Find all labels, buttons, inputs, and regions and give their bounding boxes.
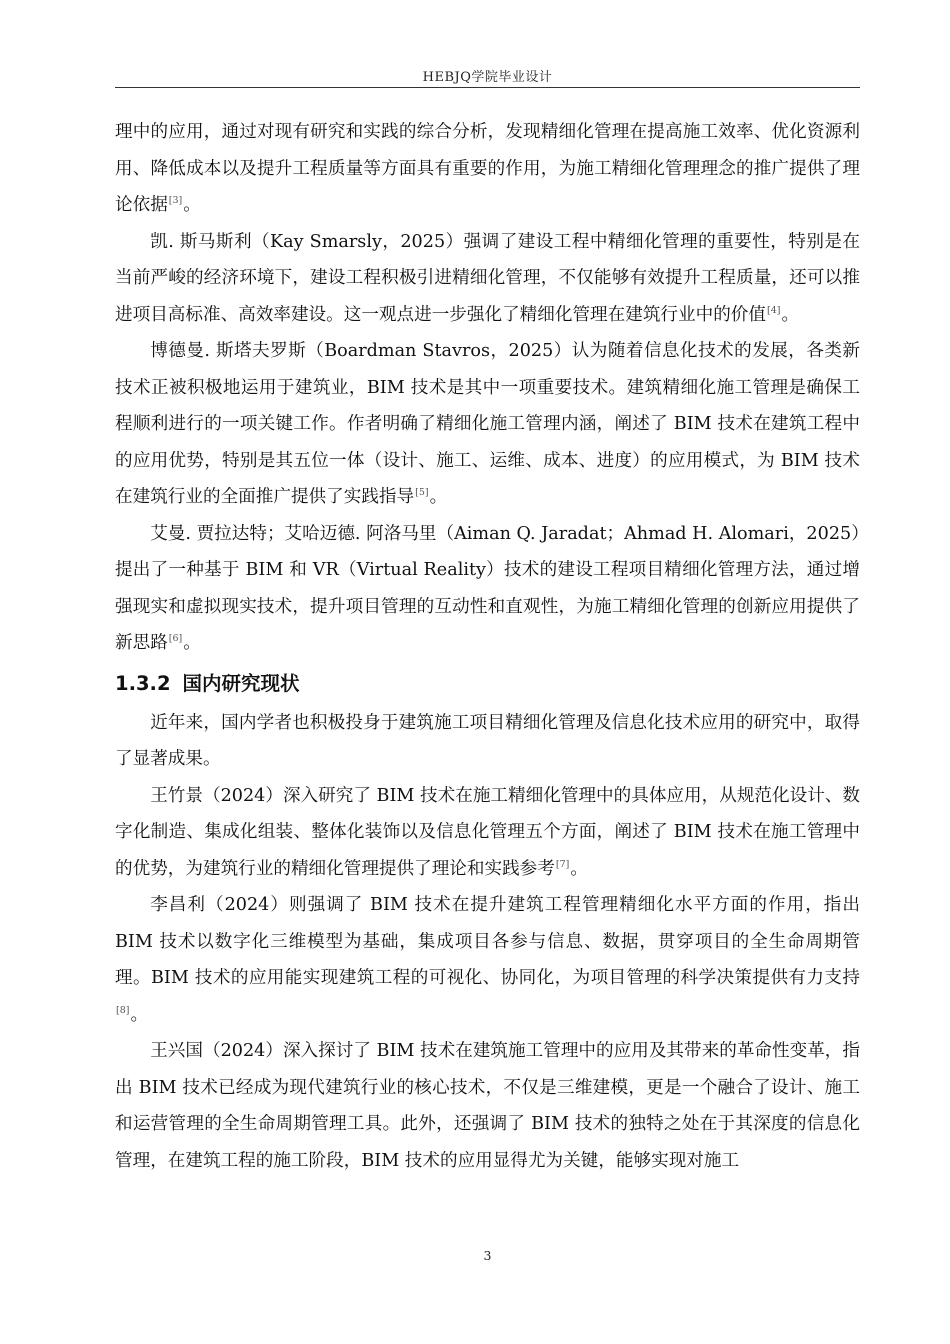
- paragraph: [115, 333, 860, 516]
- paragraph: [115, 778, 860, 888]
- page-number: 3: [483, 1248, 492, 1263]
- paragraph: [115, 887, 860, 1033]
- paragraph-text: 近年来，国内学者也积极投身于建筑施工项目精细化管理及信息化技术应用的研究中，取得了显著成果。: [115, 712, 860, 769]
- paragraph-text: 王兴国（2024）深入探讨了 BIM 技术在建筑施工管理中的应用及其带来的革命性变革，指出 BIM 技术已经成为现代建筑行业的核心技术，不仅是三维建模，更是一个融合了设计、施工和运营管理的全生命周期管理工具。此外，还强调了 BIM 技术的独特之处在于其深度的信息化管理，在建筑工程的施工阶段，BIM 技术的应用显得尤为关键，能够实现对施工: [115, 1041, 860, 1171]
- page-body: [115, 114, 860, 1179]
- section-title: 国内研究现状: [182, 671, 300, 695]
- citation-ref: [3]: [168, 195, 183, 207]
- paragraph-tail: 。: [183, 195, 201, 215]
- paragraph-text: 李昌利（2024）则强调了 BIM 技术在提升建筑工程管理精细化水平方面的作用，指出 BIM 技术以数字化三维模型为基础，集成项目各参与信息、数据，贯穿项目的全生命周期管理。BIM 技术的应用能实现建筑工程的可视化、协同化，为项目管理的科学决策提供有力支持: [115, 895, 860, 988]
- citation-ref: [7]: [555, 858, 570, 870]
- paragraph-tail: 。: [570, 858, 588, 879]
- paragraph-tail: 。: [183, 633, 201, 653]
- paragraph: [115, 516, 860, 662]
- paragraph: [115, 224, 860, 334]
- citation-ref: [8]: [116, 1004, 130, 1016]
- paragraph-text: 博德曼. 斯塔夫罗斯（Boardman Stavros，2025）认为随着信息化技术的发展，各类新技术正被积极地运用于建筑业，BIM 技术是其中一项重要技术。建筑精细化施工管理是确保工程顺利进行的一项关键工作。作者明确了精细化施工管理内涵，阐述了 BIM 技术在建筑工程中的应用优势，特别是其五位一体（设计、施工、运维、成本、进度）的应用模式，为 BIM 技术在建筑行业的全面推广提供了实践指导: [115, 341, 860, 507]
- header-rule: [115, 87, 860, 88]
- paragraph-tail: 。: [781, 304, 800, 325]
- citation-ref: [4]: [766, 304, 781, 316]
- paragraph-text: 理中的应用，通过对现有研究和实践的综合分析，发现精细化管理在提高施工效率、优化资源利用、降低成本以及提升工程质量等方面具有重要的作用，为施工精细化管理理念的推广提供了理论依据: [115, 122, 860, 215]
- citation-ref: [6]: [168, 633, 183, 645]
- paragraph-text: 艾曼. 贾拉达特；艾哈迈德. 阿洛马里（Aiman Q. Jaradat；Ahmad H. Alomari，2025）提出了一种基于 BIM 和 VR（Virtual Reality）技术的建设工程项目精细化管理方法，通过增强现实和虚拟现实技术，提升项目管理的互动性和直观性，为施工精细化管理的创新应用提供了新思路: [115, 523, 860, 653]
- paragraph: [115, 114, 860, 224]
- paragraph-text: 凯. 斯马斯利（Kay Smarsly，2025）强调了建设工程中精细化管理的重要性，特别是在当前严峻的经济环境下，建设工程积极引进精细化管理，不仅能够有效提升工程质量，还可以推进项目高标准、高效率建设。这一观点进一步强化了精细化管理在建筑行业中的价值: [115, 231, 860, 325]
- citation-ref: [5]: [415, 487, 429, 499]
- page-header: HEBJQ学院毕业设计: [422, 70, 553, 85]
- paragraph: [115, 1033, 860, 1179]
- paragraph-text: 王竹景（2024）深入研究了 BIM 技术在施工精细化管理中的具体应用，从规范化设计、数字化制造、集成化组装、整体化装饰以及信息化管理五个方面，阐述了 BIM 技术在施工管理中的优势，为建筑行业的精细化管理提供了理论和实践参考: [115, 785, 860, 879]
- paragraph: [115, 705, 860, 778]
- paragraph-tail: 。: [130, 1004, 149, 1025]
- paragraph-tail: 。: [429, 487, 448, 507]
- section-heading: [115, 663, 860, 705]
- section-number: 1.3.2: [115, 671, 171, 695]
